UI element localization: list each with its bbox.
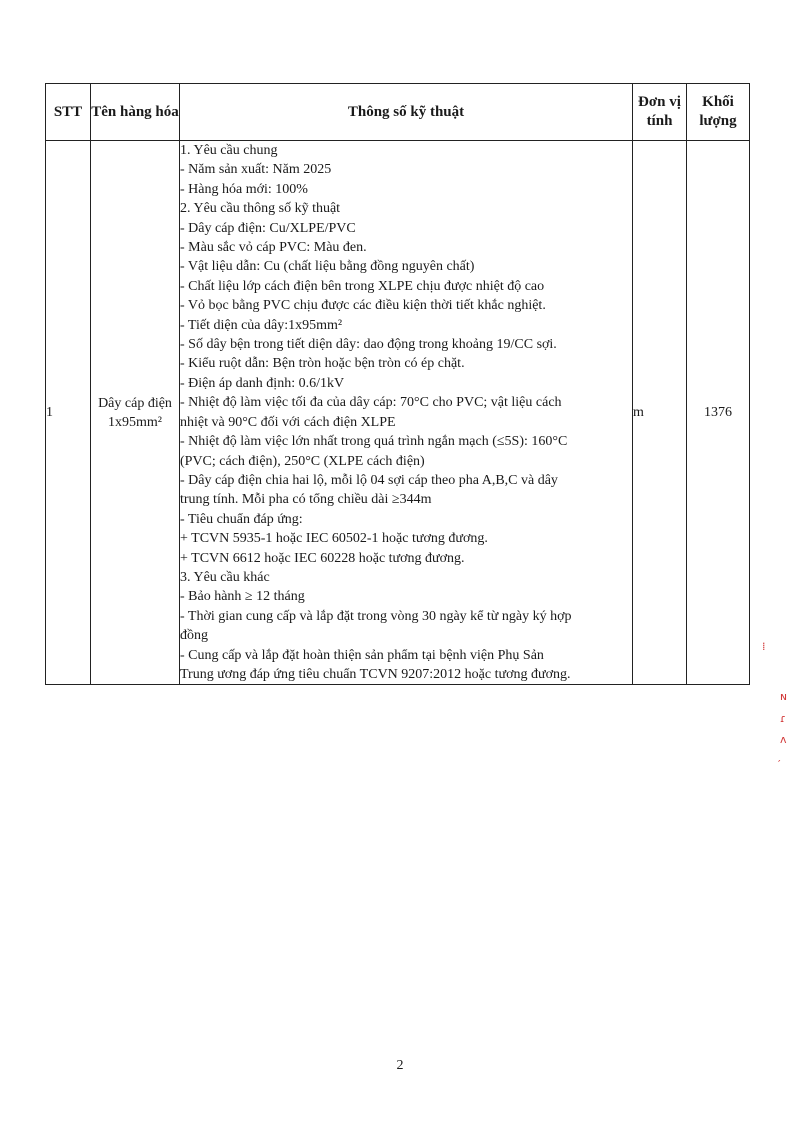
spec-line: - Chất liệu lớp cách điện bên trong XLPE chịu được nhiệt độ cao — [180, 278, 545, 294]
spec-line: nhiệt và 90°C đối với cách điện XLPE — [180, 414, 396, 430]
margin-stamp-mark: ⁞ — [762, 640, 766, 653]
header-name: Tên hàng hóa — [91, 84, 180, 141]
spec-line: - Bảo hành ≥ 12 tháng — [180, 589, 305, 605]
page-number: 2 — [396, 1058, 404, 1073]
spec-line: đồng — [180, 628, 208, 644]
spec-line: - Điện áp danh định: 0.6/1kV — [180, 375, 345, 391]
spec-line: - Số dây bện trong tiết diện dây: dao động trong khoảng 19/CC sợi. — [180, 337, 557, 353]
spec-line: 3. Yêu cầu khác — [180, 569, 270, 585]
margin-stamp-mark: ʌ — [780, 733, 787, 746]
spec-line: trung tính. Mỗi pha có tổng chiều dài ≥344m — [180, 492, 432, 508]
spec-lines — [180, 141, 632, 684]
spec-line: - Tiết diện của dây:1x95mm² — [180, 317, 343, 333]
cell-qty: 1376 — [687, 141, 750, 685]
spec-line: 2. Yêu cầu thông số kỹ thuật — [180, 201, 341, 217]
spec-line: - Nhiệt độ làm việc tối đa của dây cáp: 70°C cho PVC; vật liệu cách — [180, 395, 562, 411]
spec-line: Trung ương đáp ứng tiêu chuẩn TCVN 9207:2012 hoặc tương đương. — [180, 666, 571, 682]
spec-line: - Màu sắc vỏ cáp PVC: Màu đen. — [180, 240, 367, 256]
spec-line: - Thời gian cung cấp và lắp đặt trong vòng 30 ngày kể từ ngày ký hợp — [180, 608, 572, 624]
spec-line: 1. Yêu cầu chung — [180, 143, 278, 158]
spec-line: + TCVN 6612 hoặc IEC 60228 hoặc tương đương. — [180, 550, 465, 566]
header-spec: Thông số kỹ thuật — [180, 84, 633, 141]
header-qty: Khối lượng — [687, 84, 750, 141]
spec-line: - Dây cáp điện: Cu/XLPE/PVC — [180, 220, 356, 236]
margin-stamp-mark: ɴ — [780, 690, 787, 703]
header-row — [46, 84, 750, 141]
cell-spec — [180, 141, 633, 685]
spec-line: - Kiểu ruột dẫn: Bện tròn hoặc bện tròn có ép chặt. — [180, 356, 465, 372]
spec-line: + TCVN 5935-1 hoặc IEC 60502-1 hoặc tương đương. — [180, 531, 488, 547]
spec-line: - Dây cáp điện chia hai lộ, mỗi lộ 04 sợi cáp theo pha A,B,C và dây — [180, 472, 558, 488]
spec-line: - Nhiệt độ làm việc lớn nhất trong quá trình ngắn mạch (≤5S): 160°C — [180, 434, 568, 450]
spec-line: - Vật liệu dẫn: Cu (chất liệu bằng đồng nguyên chất) — [180, 259, 475, 275]
margin-stamp-mark: ɾ — [780, 712, 786, 725]
header-stt: STT — [46, 84, 91, 141]
spec-line: (PVC; cách điện), 250°C (XLPE cách điện) — [180, 453, 425, 469]
margin-stamp-mark: ′ — [778, 758, 781, 771]
spec-line: - Tiêu chuẩn đáp ứng: — [180, 511, 303, 527]
cell-stt: 1 — [46, 141, 91, 685]
header-unit: Đơn vị tính — [633, 84, 687, 141]
cell-unit: m — [633, 141, 687, 685]
table-row — [46, 141, 750, 685]
spec-line: - Năm sản xuất: Năm 2025 — [180, 162, 332, 178]
spec-line: - Vỏ bọc bằng PVC chịu được các điều kiện thời tiết khắc nghiệt. — [180, 298, 546, 314]
cell-product-name: Dây cáp điện 1x95mm² — [91, 141, 180, 685]
spec-table — [45, 83, 750, 685]
spec-line: - Hàng hóa mới: 100% — [180, 181, 308, 197]
spec-line: - Cung cấp và lắp đặt hoàn thiện sản phẩm tại bệnh viện Phụ Sản — [180, 647, 544, 663]
